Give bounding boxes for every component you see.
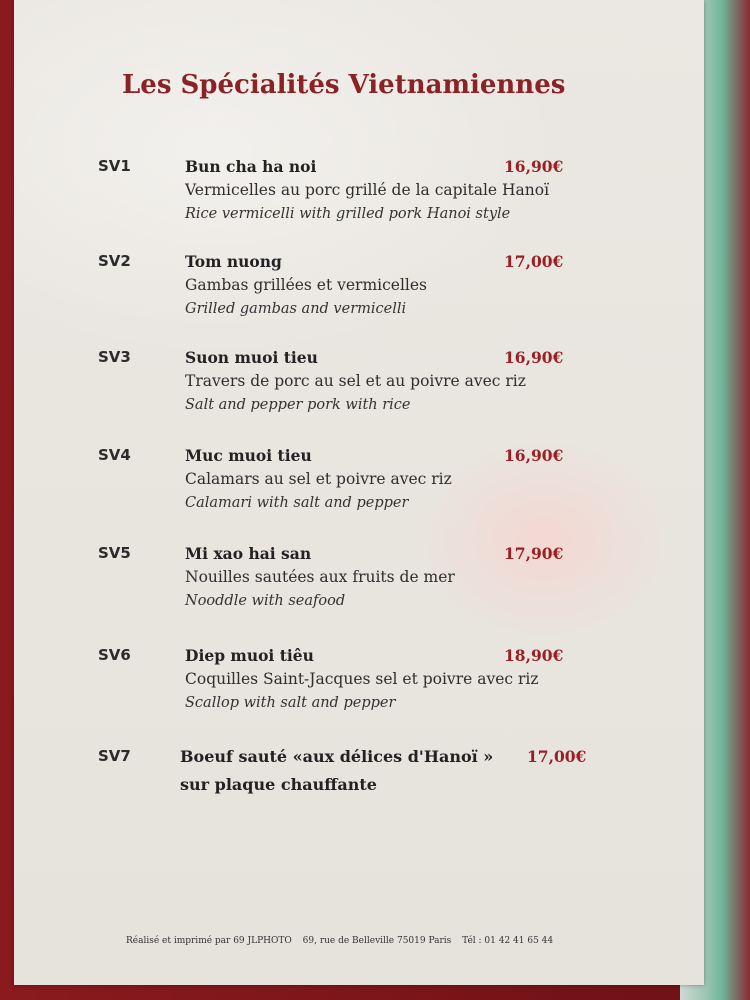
item-code: SV5 xyxy=(98,544,131,562)
item-description-en: Calamari with salt and pepper xyxy=(185,495,409,511)
item-price: 17,00€ xyxy=(527,747,587,766)
item-code: SV1 xyxy=(98,157,131,175)
item-description-en: Scallop with salt and pepper xyxy=(185,695,396,711)
item-description-en: Salt and pepper pork with rice xyxy=(185,397,411,413)
item-price: 17,90€ xyxy=(504,544,564,563)
item-price: 18,90€ xyxy=(504,646,564,665)
menu-item-sv2 xyxy=(14,252,704,342)
item-code: SV2 xyxy=(98,252,131,270)
printer-footer xyxy=(126,936,561,946)
menu-item-sv6 xyxy=(14,646,704,736)
item-description-fr: Calamars au sel et poivre avec riz xyxy=(185,470,452,488)
item-description-en: Grilled gambas and vermicelli xyxy=(185,301,407,317)
item-name: Muc muoi tieu xyxy=(185,446,312,465)
item-description-fr: Gambas grillées et vermicelles xyxy=(185,276,428,294)
item-description-fr: Travers de porc au sel et au poivre avec riz xyxy=(185,372,526,390)
menu-title: Les Spécialités Vietnamiennes xyxy=(122,70,566,100)
menu-page xyxy=(14,0,704,985)
item-description-fr: Coquilles Saint-Jacques sel et poivre avec riz xyxy=(185,670,539,688)
item-price: 16,90€ xyxy=(504,446,564,465)
menu-item-sv5 xyxy=(14,544,704,634)
item-code: SV6 xyxy=(98,646,131,664)
footer-phone: Tél : 01 42 41 65 44 xyxy=(462,936,554,946)
item-name: Mi xao hai san xyxy=(185,544,312,563)
item-name: Bun cha ha noi xyxy=(185,157,317,176)
footer-credit: Réalisé et imprimé par 69 JLPHOTO xyxy=(126,936,292,946)
item-description-fr: Vermicelles au porc grillé de la capitale Hanoï xyxy=(185,181,550,199)
item-description-en: Rice vermicelli with grilled pork Hanoi style xyxy=(185,206,511,222)
menu-item-sv1 xyxy=(14,157,704,247)
item-description-en: Nooddle with seafood xyxy=(185,593,346,609)
item-name: Suon muoi tieu xyxy=(185,348,318,367)
item-price: 16,90€ xyxy=(504,157,564,176)
item-code: SV3 xyxy=(98,348,131,366)
item-price: 17,00€ xyxy=(504,252,564,271)
item-name: Tom nuong xyxy=(185,252,282,271)
item-name: Diep muoi tiêu xyxy=(185,646,314,665)
item-name-line1: Boeuf sauté «aux délices d'Hanoï » xyxy=(180,747,494,766)
item-code: SV4 xyxy=(98,446,131,464)
footer-address: 69, rue de Belleville 75019 Paris xyxy=(302,936,452,946)
menu-item-sv7 xyxy=(14,747,704,837)
menu-item-sv3 xyxy=(14,348,704,438)
item-name-line2: sur plaque chauffante xyxy=(180,775,377,794)
item-price: 16,90€ xyxy=(504,348,564,367)
item-code: SV7 xyxy=(98,747,131,765)
item-description-fr: Nouilles sautées aux fruits de mer xyxy=(185,568,455,586)
menu-item-sv4 xyxy=(14,446,704,536)
